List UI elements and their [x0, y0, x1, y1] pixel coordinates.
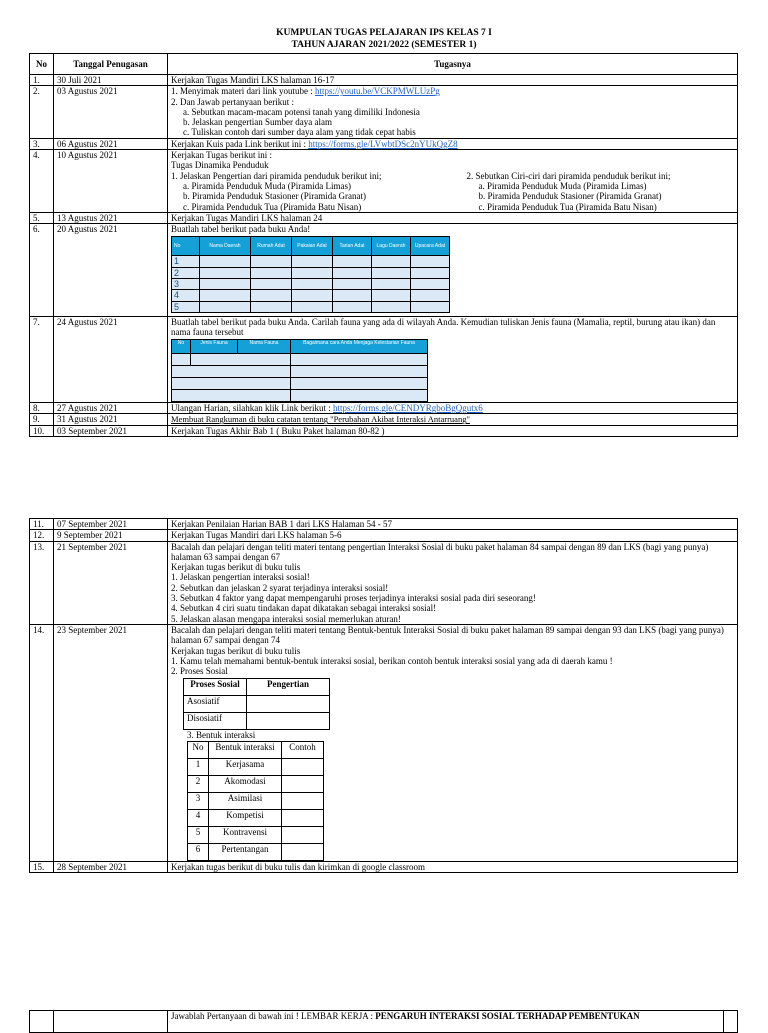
table-row — [30, 402, 738, 413]
row-task: Kerjakan tugas berikut di buku tulis dan kirimkan di google classroom — [168, 861, 738, 872]
fauna-table-image: No Jenis Fauna Nama Fauna Bagaimana cara Anda Menjaga Kelestarian Fauna — [171, 339, 428, 402]
header-no: No — [30, 54, 54, 75]
row-date: 06 Agustus 2021 — [54, 138, 168, 149]
row-task: Jawablah Pertanyaan di bawah ini ! LEMBAR KERJA : PENGARUH INTERAKSI SOSIAL TERHADAP PEMBENTUKAN — [168, 1011, 724, 1033]
row-task: Kerjakan Tugas Mandiri dari LKS halaman 5-6 — [168, 530, 738, 541]
row-date: 28 September 2021 — [54, 861, 168, 872]
row-no: 8. — [30, 402, 54, 413]
task-subitem: a. Sebutkan macam-macam potensi tanah yang dimiliki Indonesia — [183, 106, 420, 117]
row-no: 2. — [30, 86, 54, 138]
row-no: 5. — [30, 212, 54, 223]
exam-link[interactable]: https://forms.gle/CENDYRgboBgQgutx6 — [332, 402, 483, 413]
table-row — [30, 530, 738, 541]
table-row — [30, 624, 738, 861]
row-date: 07 September 2021 — [54, 519, 168, 530]
row-task: Kerjakan Penilaian Harian BAB 1 dari LKS Halaman 54 - 57 — [168, 519, 738, 530]
row-date: 13 Agustus 2021 — [54, 212, 168, 223]
table-row — [30, 75, 738, 86]
row-task: Kerjakan Kuis pada Link berikut ini : https://forms.gle/LVwbtDSc2nYUkQgZ8 — [168, 138, 738, 149]
row-task: Buatlah tabel berikut pada buku Anda! No Nama Daerah Rumah Adat Pakaian Adat Tarian Adat Lagu Daerah Upacara Adat 1 2 3 4 5 — [168, 224, 738, 317]
row-no: 3. — [30, 138, 54, 149]
row-task: Kerjakan Tugas berikut ini : Tugas Dinamika Penduduk 1. Jelaskan Pengertian dari piramida penduduk berikut ini; a. Piramida Penduduk Muda (Piramida Limas) b. Piramida Penduduk Stasioner (Piramida Granat) c. Piramida Penduduk Tua (Piramida Batu Nisan) 2. Sebutkan Ciri-ciri dari piramida penduduk berikut ini; a. Piramida Penduduk Muda (Piramida Limas) b. Piramida Penduduk Stasioner (Piramida Granat) c. Piramida Penduduk Tua (Piramida Batu Nisan) — [168, 150, 738, 213]
row-date: 23 September 2021 — [54, 624, 168, 861]
row-task: Kerjakan Tugas Mandiri LKS halaman 16-17 — [168, 75, 738, 86]
table-row — [30, 861, 738, 872]
table-header-row — [30, 54, 738, 75]
row-no: 15. — [30, 861, 54, 872]
row-date: 27 Agustus 2021 — [54, 402, 168, 413]
interaction-form-table: No Bentuk interaksi Contoh 1 Kerjasama 2 Akomodasi 3 Asimilasi 4 Kompetisi 5 Kontravensi 6 Pertentangan — [187, 741, 324, 861]
row-date: 24 Agustus 2021 — [54, 316, 168, 402]
document-subtitle: TAHUN AJARAN 2021/2022 (SEMESTER 1) — [291, 40, 477, 50]
culture-table-image: No Nama Daerah Rumah Adat Pakaian Adat Tarian Adat Lagu Daerah Upacara Adat 1 2 3 4 5 — [171, 236, 450, 312]
row-task — [168, 86, 738, 138]
header-task: Tugasnya — [168, 54, 738, 75]
social-process-table: Proses Sosial Pengertian Asosiatif Disosiatif — [183, 678, 330, 730]
row-no: 1. — [30, 75, 54, 86]
task-table-page-1 — [29, 53, 738, 437]
row-date: 10 Agustus 2021 — [54, 150, 168, 213]
row-task: Kerjakan Tugas Mandiri LKS halaman 24 — [168, 212, 738, 223]
table-row — [30, 86, 738, 138]
table-row — [30, 519, 738, 530]
row-date: 03 September 2021 — [54, 425, 168, 436]
row-no: 13. — [30, 541, 54, 624]
row-task: Bacalah dan pelajari dengan teliti materi tentang Bentuk-bentuk Interaksi Sosial di buku paket halaman 89 sampai dengan 93 dan LKS (bagi yang punya) halaman 67 sampai dengan 74 Kerjakan tugas berikut di buku tulis 1. Kamu telah memahami bentuk-bentuk interaksi sosial, berikan contoh bentuk interaksi sosial yang ada di daerah kamu ! 2. Proses Sosial Proses Sosial Pengertian Asosiatif Disosiatif 3. Bentuk interaksi No Bentuk interaksi Contoh 1 Kerjasama 2 Akomodasi 3 Asimilasi 4 Kompetisi 5 Kontravensi 6 Pertentangan — [168, 624, 738, 861]
table-row — [30, 414, 738, 425]
row-date: 21 September 2021 — [54, 541, 168, 624]
quiz-link[interactable]: https://forms.gle/LVwbtDSc2nYUkQgZ8 — [308, 138, 458, 149]
table-row — [30, 316, 738, 402]
row-no: 9. — [30, 414, 54, 425]
row-task: Membuat Rangkuman di buku catatan tentang "Perubahan Akibat Interaksi Antarruang" — [168, 414, 738, 425]
row-no — [30, 1011, 54, 1033]
task-line: 2. Dan Jawab pertanyaan berikut : — [171, 96, 294, 107]
task-line: 1. Menyimak materi dari link youtube : https://youtu.be/VCKPMWLUzPg — [171, 86, 440, 97]
row-no: 11. — [30, 519, 54, 530]
row-date: 03 Agustus 2021 — [54, 86, 168, 138]
row-task: Ulangan Harian, silahkan klik Link berikut : https://forms.gle/CENDYRgboBgQgutx6 — [168, 402, 738, 413]
table-row — [30, 425, 738, 436]
table-row — [30, 212, 738, 223]
table-row — [30, 541, 738, 624]
task-subitem: b. Jelaskan pengertian Sumber daya alam — [183, 117, 332, 128]
document-title: KUMPULAN TUGAS PELAJARAN IPS KELAS 7 I — [276, 28, 492, 38]
row-no: 7. — [30, 316, 54, 402]
table-row — [30, 150, 738, 213]
row-date — [54, 1011, 168, 1033]
row-no: 14. — [30, 624, 54, 861]
task-subitem: c. Tuliskan contoh dari sumber daya alam yang tidak cepat habis — [183, 127, 416, 138]
header-date: Tanggal Penugasan — [54, 54, 168, 75]
task-right-column: 2. Sebutkan Ciri-ciri dari piramida penduduk berikut ini; a. Piramida Penduduk Muda (Piramida Limas) b. Piramida Penduduk Stasioner (Piramida Granat) c. Piramida Penduduk Tua (Piramida Batu Nisan) — [466, 170, 671, 212]
row-date: 9 September 2021 — [54, 530, 168, 541]
table-row — [30, 1011, 738, 1033]
row-date: 20 Agustus 2021 — [54, 224, 168, 317]
row-task: Buatlah tabel berikut pada buku Anda. Carilah fauna yang ada di wilayah Anda. Kemudian tuliskan Jenis fauna (Mamalia, reptil, burung atau ikan) dan nama fauna tersebut No Jenis Fauna Nama Fauna Bagaimana cara Anda Menjaga Kelestarian Fauna — [168, 316, 738, 402]
row-no: 12. — [30, 530, 54, 541]
task-left-column: 1. Jelaskan Pengertian dari piramida penduduk berikut ini; a. Piramida Penduduk Muda (Piramida Limas) b. Piramida Penduduk Stasioner (Piramida Granat) c. Piramida Penduduk Tua (Piramida Batu Nisan) — [171, 170, 382, 212]
table-row — [30, 138, 738, 149]
task-table-page-3 — [29, 1010, 738, 1033]
youtube-link[interactable]: https://youtu.be/VCKPMWLUzPg — [314, 86, 440, 97]
row-task: Kerjakan Tugas Akhir Bab 1 ( Buku Paket halaman 80-82 ) — [168, 425, 738, 436]
row-no: 10. — [30, 425, 54, 436]
task-table-page-2 — [29, 518, 738, 873]
row-date: 31 Agustus 2021 — [54, 414, 168, 425]
row-no: 4. — [30, 150, 54, 213]
table-row — [30, 224, 738, 317]
row-no: 6. — [30, 224, 54, 317]
row-task: Bacalah dan pelajari dengan teliti materi tentang pengertian Interaksi Sosial di buku paket halaman 84 sampai dengan 89 dan LKS (bagi yang punya) halaman 63 sampai dengan 67 Kerjakan tugas berikut di buku tulis 1. Jelaskan pengertian interaksi sosial! 2. Sebutkan dan jelaskan 2 syarat terjadinya interaksi sosial! 3. Sebutkan 4 faktor yang dapat mempengaruhi proses terjadinya interaksi sosial pada diri seseorang! 4. Sebutkan 4 ciri suatu tindakan dapat dikatakan sebagai interaksi sosial! 5. Jelaskan alasan mengapa interaksi sosial memerlukan aturan! — [168, 541, 738, 624]
row-date: 30 Juli 2021 — [54, 75, 168, 86]
